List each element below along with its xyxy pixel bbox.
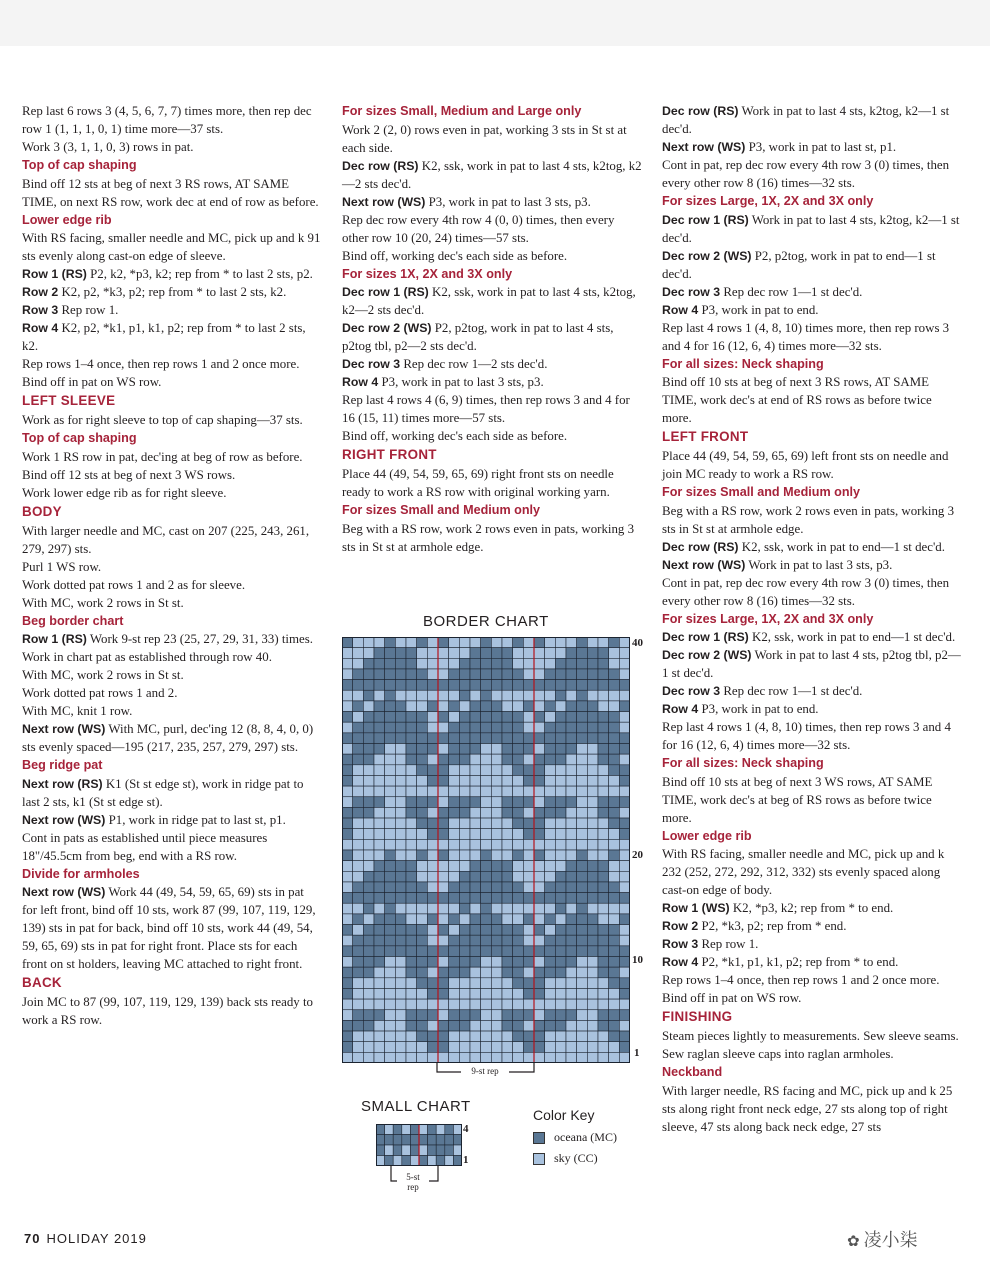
paragraph: Beg with a RS row, work 2 rows even in pats, working 3 sts in St st at armhole edge. <box>342 521 635 554</box>
paragraph <box>662 682 962 700</box>
step-text: P2, p2tog, work in pat to last 4 sts, p2tog tbl, p2—2 sts dec'd. <box>342 321 614 353</box>
paragraph: With RS facing, smaller needle and MC, pick up and k 91 sts evenly along cast-on edge of sleeve. <box>22 231 321 263</box>
step-label: Row 1 (RS) <box>22 632 87 646</box>
paragraph: Work dotted pat rows 1 and 2. <box>22 686 178 700</box>
paragraph: With RS facing, smaller needle and MC, pick up and k 232 (252, 272, 292, 312, 332) sts evenly spaced along cast-on edge of body. <box>662 847 945 897</box>
small-rep-label-line2: rep <box>407 1182 419 1192</box>
step-text: Rep row 1. <box>61 303 119 317</box>
subsection-heading: For sizes Small and Medium only <box>662 485 861 499</box>
paragraph: Rep dec row every 4th row 4 (0, 0) times, then every other row 10 (20, 24) times—57 sts. <box>342 212 615 245</box>
step-label: Row 2 <box>22 285 59 299</box>
step-text: Rep dec row 1—1 st dec'd. <box>723 684 863 698</box>
paragraph: Purl 1 WS row. <box>22 559 102 574</box>
paragraph <box>662 935 962 953</box>
step-label: Dec row 1 (RS) <box>342 285 429 299</box>
paragraph: Rep last 4 rows 4 (6, 9) times, then rep rows 3 and 4 for 16 (15, 11) times more—57 sts. <box>342 393 630 425</box>
subsection-heading: For all sizes: Neck shaping <box>662 756 824 770</box>
mc-label: oceana (MC) <box>554 1130 617 1144</box>
subsection-heading: Lower edge rib <box>22 212 112 227</box>
top-margin-band <box>0 0 990 46</box>
step-text: Work in pat to last 3 sts, p3. <box>748 557 893 572</box>
step-label: Dec row 3 <box>662 284 721 299</box>
text-column-3 <box>662 102 962 1136</box>
text-column-2 <box>342 102 642 556</box>
border-chart-title: BORDER CHART <box>423 613 549 630</box>
step-text: K2, ssk, work in pat to end—1 st dec'd. <box>752 630 956 644</box>
step-text: K2, p2, *k3, p2; rep from * to last 2 sts, k2. <box>61 285 287 299</box>
subsection-heading: Divide for armholes <box>22 866 140 881</box>
paragraph <box>22 775 322 811</box>
paragraph <box>22 265 322 283</box>
step-text: With MC, purl, dec'ing 12 (8, 8, 4, 0, 0) sts evenly spaced—195 (217, 235, 257, 279, 297) sts. <box>22 722 314 754</box>
paragraph <box>662 953 962 971</box>
subsection-heading: For sizes Small and Medium only <box>342 503 541 517</box>
subsection-heading: For sizes 1X, 2X and 3X only <box>342 266 513 281</box>
paragraph <box>662 700 962 718</box>
paragraph: Work lower edge rib as for right sleeve. <box>22 485 227 500</box>
paragraph <box>342 283 642 319</box>
step-label: Dec row 2 (WS) <box>662 248 752 263</box>
step-label: Dec row 1 (RS) <box>662 630 749 644</box>
subsection-heading: Beg ridge pat <box>22 758 103 772</box>
small-chart <box>376 1124 462 1166</box>
step-label: Next row (RS) <box>22 776 103 791</box>
paragraph <box>22 283 322 301</box>
mc-swatch <box>533 1132 545 1144</box>
step-text: P2, p2tog, work in pat to end—1 st dec'd. <box>662 248 936 281</box>
step-label: Dec row (RS) <box>662 104 739 118</box>
step-label: Next row (WS) <box>22 722 106 736</box>
paragraph: Cont in pat, rep dec row every 4th row 3 (0) times, then every other row 8 (16) times—32 sts. <box>662 158 950 190</box>
paragraph: Work 3 (3, 1, 1, 0, 3) rows in pat. <box>22 140 194 154</box>
border-row-label-20: 20 <box>632 849 643 861</box>
paragraph <box>662 283 962 301</box>
step-text: Work in pat to last 4 sts, k2tog, k2—1 st dec'd. <box>662 104 950 136</box>
step-label: Next row (WS) <box>662 557 746 572</box>
color-key-title: Color Key <box>533 1107 595 1123</box>
step-text: Rep row 1. <box>701 937 759 951</box>
paragraph <box>662 211 962 247</box>
paragraph: With MC, work 2 rows in St st. <box>22 595 184 610</box>
paragraph: With larger needle, RS facing and MC, pick up and k 25 sts along right front neck edge, 27 sts along top of right sleeve, 47 sts along back neck edge, 27 sts <box>662 1083 953 1134</box>
subsection-heading: Lower edge rib <box>662 828 752 843</box>
paragraph: Work 2 (2, 0) rows even in pat, working 3 sts in St st at each side. <box>342 122 627 155</box>
step-text: K2, *p3, k2; rep from * to end. <box>732 901 894 915</box>
step-text: Rep dec row 1—1 st dec'd. <box>723 284 863 299</box>
step-label: Next row (WS) <box>662 140 746 154</box>
section-heading: BODY <box>22 503 62 519</box>
paragraph: Join MC to 87 (99, 107, 119, 129, 139) back sts ready to work a RS row. <box>22 995 313 1027</box>
paragraph <box>22 319 322 355</box>
step-text: K2, ssk, work in pat to last 4 sts, k2tog, k2—2 sts dec'd. <box>342 158 642 191</box>
subsection-heading: Top of cap shaping <box>22 158 137 172</box>
cc-label: sky (CC) <box>554 1151 598 1165</box>
paragraph: Work as for right sleeve to top of cap shaping—37 sts. <box>22 413 303 427</box>
page-footer <box>24 1231 147 1246</box>
section-heading: BACK <box>22 975 62 990</box>
paragraph: Place 44 (49, 54, 59, 65, 69) right front sts on needle ready to work a RS row with original working yarn. <box>342 467 614 499</box>
issue-name: HOLIDAY 2019 <box>46 1231 147 1246</box>
subsection-heading: For sizes Small, Medium and Large only <box>342 104 582 118</box>
paragraph <box>342 193 642 211</box>
step-text: K1 (St st edge st), work in ridge pat to last 2 sts, k1 (St st edge st). <box>22 776 304 809</box>
step-label: Row 4 <box>662 302 699 317</box>
paragraph: Rep last 4 rows 1 (4, 8, 10) times more, then rep rows 3 and 4 for 16 (12, 6, 4) times more—32 sts. <box>662 320 950 353</box>
step-label: Dec row 3 <box>662 684 721 698</box>
section-heading: LEFT FRONT <box>662 429 749 444</box>
paragraph: Place 44 (49, 54, 59, 65, 69) left front sts on needle and join MC ready to work a RS row. <box>662 449 949 481</box>
paragraph <box>662 646 962 682</box>
paragraph <box>662 301 962 319</box>
small-chart-title: SMALL CHART <box>361 1098 471 1115</box>
paragraph <box>662 102 962 138</box>
paragraph: Bind off, working dec's each side as before. <box>342 248 568 263</box>
step-text: P2, *k1, p1, k1, p2; rep from * to end. <box>701 955 899 969</box>
step-label: Dec row 3 <box>342 357 401 371</box>
paragraph <box>342 157 642 193</box>
border-chart <box>342 637 630 1063</box>
text-column-1 <box>22 102 322 1029</box>
paragraph: Rep last 4 rows 1 (4, 8, 10) times, then rep rows 3 and 4 for 16 (12, 6, 4) times more—32 sts. <box>662 720 951 752</box>
paragraph: Bind off 12 sts at beg of next 3 WS rows. <box>22 467 236 482</box>
step-text: Work in pat to last 4 sts, k2tog, k2—1 st dec'd. <box>662 212 960 245</box>
step-label: Row 1 (RS) <box>22 267 87 281</box>
step-text: K2, ssk, work in pat to last 4 sts, k2tog, k2—2 sts dec'd. <box>342 285 636 317</box>
step-text: Rep dec row 1—2 sts dec'd. <box>403 357 548 371</box>
step-label: Row 4 <box>342 375 379 389</box>
paragraph: Rep rows 1–4 once, then rep rows 1 and 2 once more. Bind off in pat on WS row. <box>662 973 940 1005</box>
paragraph <box>22 811 322 829</box>
paragraph: With larger needle and MC, cast on 207 (225, 243, 261, 279, 297) sts. <box>22 523 310 556</box>
step-text: P3, work in pat to last 3 sts, p3. <box>428 194 591 209</box>
paragraph: Bind off in pat on WS row. <box>22 375 162 389</box>
step-label: Row 1 (WS) <box>662 901 730 915</box>
section-heading: FINISHING <box>662 1009 733 1024</box>
paragraph <box>342 355 642 373</box>
small-rep-label <box>397 1172 429 1192</box>
step-label: Row 4 <box>662 955 699 969</box>
color-key-cc <box>533 1151 598 1166</box>
paragraph: With MC, knit 1 row. <box>22 704 133 718</box>
step-label: Row 4 <box>662 702 699 716</box>
small-rep-label-line1: 5-st <box>406 1172 420 1182</box>
paragraph: Bind off 12 sts at beg of next 3 RS rows, AT SAME TIME, on next RS row, work dec at end of row as before. <box>22 176 319 209</box>
step-text: P3, work in pat to end. <box>701 302 819 317</box>
step-label: Row 3 <box>662 937 699 951</box>
watermark <box>847 1226 918 1252</box>
step-text: P2, k2, *p3, k2; rep from * to last 2 sts, p2. <box>90 267 313 281</box>
paragraph <box>342 319 642 355</box>
border-row-label-10: 10 <box>632 954 643 966</box>
page-number: 70 <box>24 1231 41 1246</box>
paragraph: Work in chart pat as established through row 40. <box>22 650 272 664</box>
subsection-heading: For sizes Large, 1X, 2X and 3X only <box>662 611 874 626</box>
step-text: Work in pat to last 4 sts, p2tog tbl, p2—1 st dec'd. <box>662 648 961 680</box>
section-heading: LEFT SLEEVE <box>22 393 116 408</box>
paragraph <box>662 247 962 283</box>
watermark-text: 凌小柒 <box>863 1230 918 1251</box>
paragraph: With MC, work 2 rows in St st. <box>22 668 184 682</box>
color-key-mc <box>533 1130 617 1145</box>
small-row-label-4: 4 <box>463 1123 469 1135</box>
paragraph: Rep rows 1–4 once, then rep rows 1 and 2 once more. <box>22 357 300 371</box>
paragraph <box>342 373 642 391</box>
paragraph: Bind off, working dec's each side as before. <box>342 429 568 443</box>
paragraph: Bind off 10 sts at beg of next 3 WS rows, AT SAME TIME, work dec's at beg of RS rows as before twice more. <box>662 774 933 825</box>
paragraph <box>22 720 322 756</box>
paragraph: Beg with a RS row, work 2 rows even in pats, working 3 sts in St st at armhole edge. <box>662 503 955 536</box>
step-label: Row 4 <box>22 321 59 335</box>
step-label: Next row (WS) <box>342 194 426 209</box>
section-heading: RIGHT FRONT <box>342 447 437 462</box>
paragraph: Work dotted pat rows 1 and 2 as for sleeve. <box>22 577 246 592</box>
border-rep-label: 9-st rep <box>461 1066 509 1076</box>
paragraph <box>22 301 322 319</box>
paragraph <box>22 883 322 973</box>
paragraph: Cont in pats as established until piece measures 18"/45.5cm from beg, end with a RS row. <box>22 830 268 863</box>
step-text: Work 9-st rep 23 (25, 27, 29, 31, 33) times. <box>89 632 313 646</box>
subsection-heading: For all sizes: Neck shaping <box>662 356 824 371</box>
subsection-heading: Top of cap shaping <box>22 431 137 445</box>
step-text: P3, work in pat to end. <box>701 702 819 716</box>
subsection-heading: Beg border chart <box>22 613 124 628</box>
cc-swatch <box>533 1153 545 1165</box>
paragraph <box>662 917 962 935</box>
paragraph: Work 1 RS row in pat, dec'ing at beg of row as before. <box>22 449 303 464</box>
step-text: Work 44 (49, 54, 59, 65, 69) sts in pat for left front, bind off 10 sts, work 87 (99, 107, 119, 129, 139) sts in pat for back, bind off 10 sts, work 44 (49, 54, 59, 65, 69) sts in pat for right front. Place sts for each front on st holders, leaving MC attached to right front. <box>22 885 316 971</box>
step-text: P2, *k3, p2; rep from * end. <box>701 919 847 933</box>
subsection-heading: For sizes Large, 1X, 2X and 3X only <box>662 194 874 208</box>
paragraph: Cont in pat, rep dec row every 4th row 3 (0) times, then every other row 8 (16) times—32 sts. <box>662 575 950 608</box>
step-label: Dec row (RS) <box>342 158 419 173</box>
paragraph: Steam pieces lightly to measurements. Sew sleeve seams. Sew raglan sleeve caps into raglan armholes. <box>662 1029 959 1061</box>
paragraph <box>662 899 962 917</box>
paragraph: Rep last 6 rows 3 (4, 5, 6, 7, 7) times more, then rep dec row 1 (1, 1, 1, 0, 1) time more—37 sts. <box>22 104 312 136</box>
step-label: Row 3 <box>22 303 59 317</box>
border-row-label-40: 40 <box>632 637 643 649</box>
step-label: Dec row (RS) <box>662 539 739 554</box>
step-text: K2, ssk, work in pat to end—1 st dec'd. <box>741 539 945 554</box>
step-label: Dec row 1 (RS) <box>662 212 749 227</box>
step-label: Next row (WS) <box>22 812 106 827</box>
step-label: Dec row 2 (WS) <box>342 321 432 335</box>
step-label: Next row (WS) <box>22 885 106 899</box>
paragraph <box>662 628 962 646</box>
wechat-icon: ✿ <box>847 1232 860 1250</box>
step-text: P3, work in pat to last 3 sts, p3. <box>381 375 544 389</box>
border-row-label-1: 1 <box>634 1047 640 1059</box>
paragraph <box>22 630 322 648</box>
small-row-label-1: 1 <box>463 1154 469 1166</box>
step-label: Dec row 2 (WS) <box>662 648 752 662</box>
step-text: P3, work in pat to last st, p1. <box>748 140 897 154</box>
paragraph: Bind off 10 sts at beg of next 3 RS rows, AT SAME TIME, work dec's at end of RS rows as before twice more. <box>662 375 932 425</box>
paragraph <box>662 556 962 574</box>
paragraph <box>662 138 962 156</box>
step-text: K2, p2, *k1, p1, k1, p2; rep from * to last 2 sts, k2. <box>22 321 306 353</box>
paragraph <box>662 538 962 556</box>
step-text: P1, work in ridge pat to last st, p1. <box>108 812 286 827</box>
step-label: Row 2 <box>662 919 699 933</box>
subsection-heading: Neckband <box>662 1065 723 1079</box>
